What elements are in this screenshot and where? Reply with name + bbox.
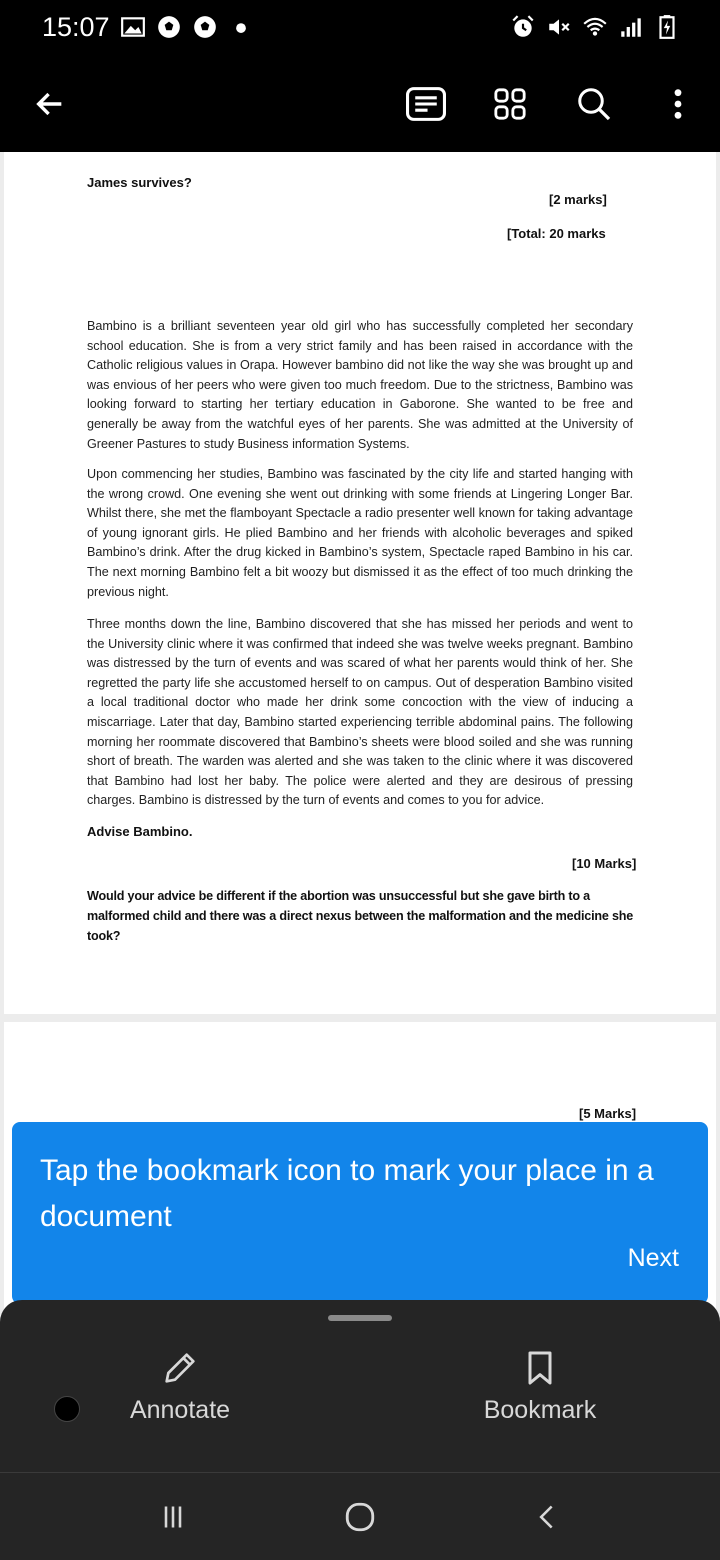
image-icon: [120, 14, 146, 40]
total-marks: [Total: 20 marks: [507, 226, 606, 241]
dot-icon: [228, 14, 254, 40]
search-icon[interactable]: [570, 80, 618, 128]
bookmark-label: Bookmark: [483, 1396, 597, 1424]
soccer-ball-icon: [156, 14, 182, 40]
back-arrow-icon[interactable]: [26, 80, 74, 128]
back-icon[interactable]: [527, 1497, 567, 1537]
status-bar: [0, 0, 720, 56]
question-2: Would your advice be different if the abortion was unsuccessful but she gave birth to a malformed child and there was a direct nexus between the malformation and the medicine she took?: [87, 889, 634, 943]
status-notification-icons: [120, 14, 254, 40]
bookmark-tooltip: [12, 1122, 708, 1304]
paragraph-2: Upon commencing her studies, Bambino was fascinated by the city life and started hanging with the wrong crowd. One evening she went out drinking with some friends at Lingering Longer Bar. Whilst there, she met the flamboyant Spectacle a radio presenter well known for taking advantage of young ignorant girls. He plied Bambino and her friends with alcoholic beverages and spiked Bambino’s drink. After the drug kicked in Bambino’s system, Spectacle raped Bambino in his car. The next morning Bambino felt a bit woozy but dismissed it as the effect of too much drinking the previous night.: [87, 467, 633, 599]
advise-heading: Advise Bambino.: [87, 824, 193, 839]
floating-dot[interactable]: [54, 1396, 80, 1422]
signal-icon: [618, 14, 644, 40]
tooltip-text: Tap the bookmark icon to mark your place in a document: [40, 1154, 654, 1233]
marks-5: [5 Marks]: [579, 1106, 637, 1121]
question-tail: James survives?: [87, 175, 192, 190]
grid-view-icon[interactable]: [486, 80, 534, 128]
sheet-drag-handle[interactable]: [328, 1315, 392, 1321]
status-time: 15:07: [42, 12, 110, 42]
paragraph-1: Bambino is a brilliant seventeen year old girl who has successfully completed her secondary school education. She is from a very strict family and has been raised in accordance with the Catholic religious values in Orapa. However bambino did not like the way she was brought up and was envious of her peers who were given too much freedom. Due to the strictness, Bambino was looking forward to starting her tertiary education in Gaborone. She wanted to be free and generally be away from the watchful eyes of her parents. She was admitted at the University of Greener Pastures to study Business information Systems.: [87, 319, 633, 451]
marks-10: [10 Marks]: [572, 856, 637, 871]
app-bar: [0, 56, 720, 152]
navigation-bar: [0, 1472, 720, 1560]
home-icon[interactable]: [340, 1497, 380, 1537]
status-system-icons: [510, 14, 680, 40]
annotate-button[interactable]: [80, 1348, 280, 1438]
battery-charging-icon: [654, 14, 680, 40]
recent-apps-icon[interactable]: [153, 1497, 193, 1537]
marks-2: [2 marks]: [549, 192, 607, 207]
reading-mode-icon[interactable]: [402, 80, 450, 128]
document-page[interactable]: [4, 152, 716, 1014]
bookmark-icon: [520, 1348, 560, 1388]
annotate-label: Annotate: [129, 1396, 231, 1424]
pencil-icon: [160, 1348, 200, 1388]
more-options-icon[interactable]: [654, 80, 702, 128]
bookmark-button[interactable]: [440, 1348, 640, 1438]
tooltip-next-button[interactable]: Next: [627, 1244, 679, 1272]
soccer-ball-icon: [192, 14, 218, 40]
wifi-icon: [582, 14, 608, 40]
paragraph-3: Three months down the line, Bambino discovered that she has missed her periods and went to the University clinic where it was confirmed that indeed she was twelve weeks pregnant. Bambino was distressed by the turn of events and was scared of what her parents would think of her. She regretted the party life she accustomed herself to on campus. Out of desperation Bambino visited a local traditional doctor who made her drink some concoction with the view of inducing a miscarriage. Later that day, Bambino started experiencing terrible abdominal pains. The following morning her roommate discovered that Bambino’s sheets were blood soiled and she was running short of breath. The warden was alerted and she was taken to the clinic where it was discovered that Bambino had lost her baby. The police were alerted and they are desirous of pressing charges. Bambino is distressed by the turn of events and comes to you for advice.: [87, 617, 633, 808]
mute-icon: [546, 14, 572, 40]
bottom-sheet: [0, 1300, 720, 1472]
alarm-icon: [510, 14, 536, 40]
